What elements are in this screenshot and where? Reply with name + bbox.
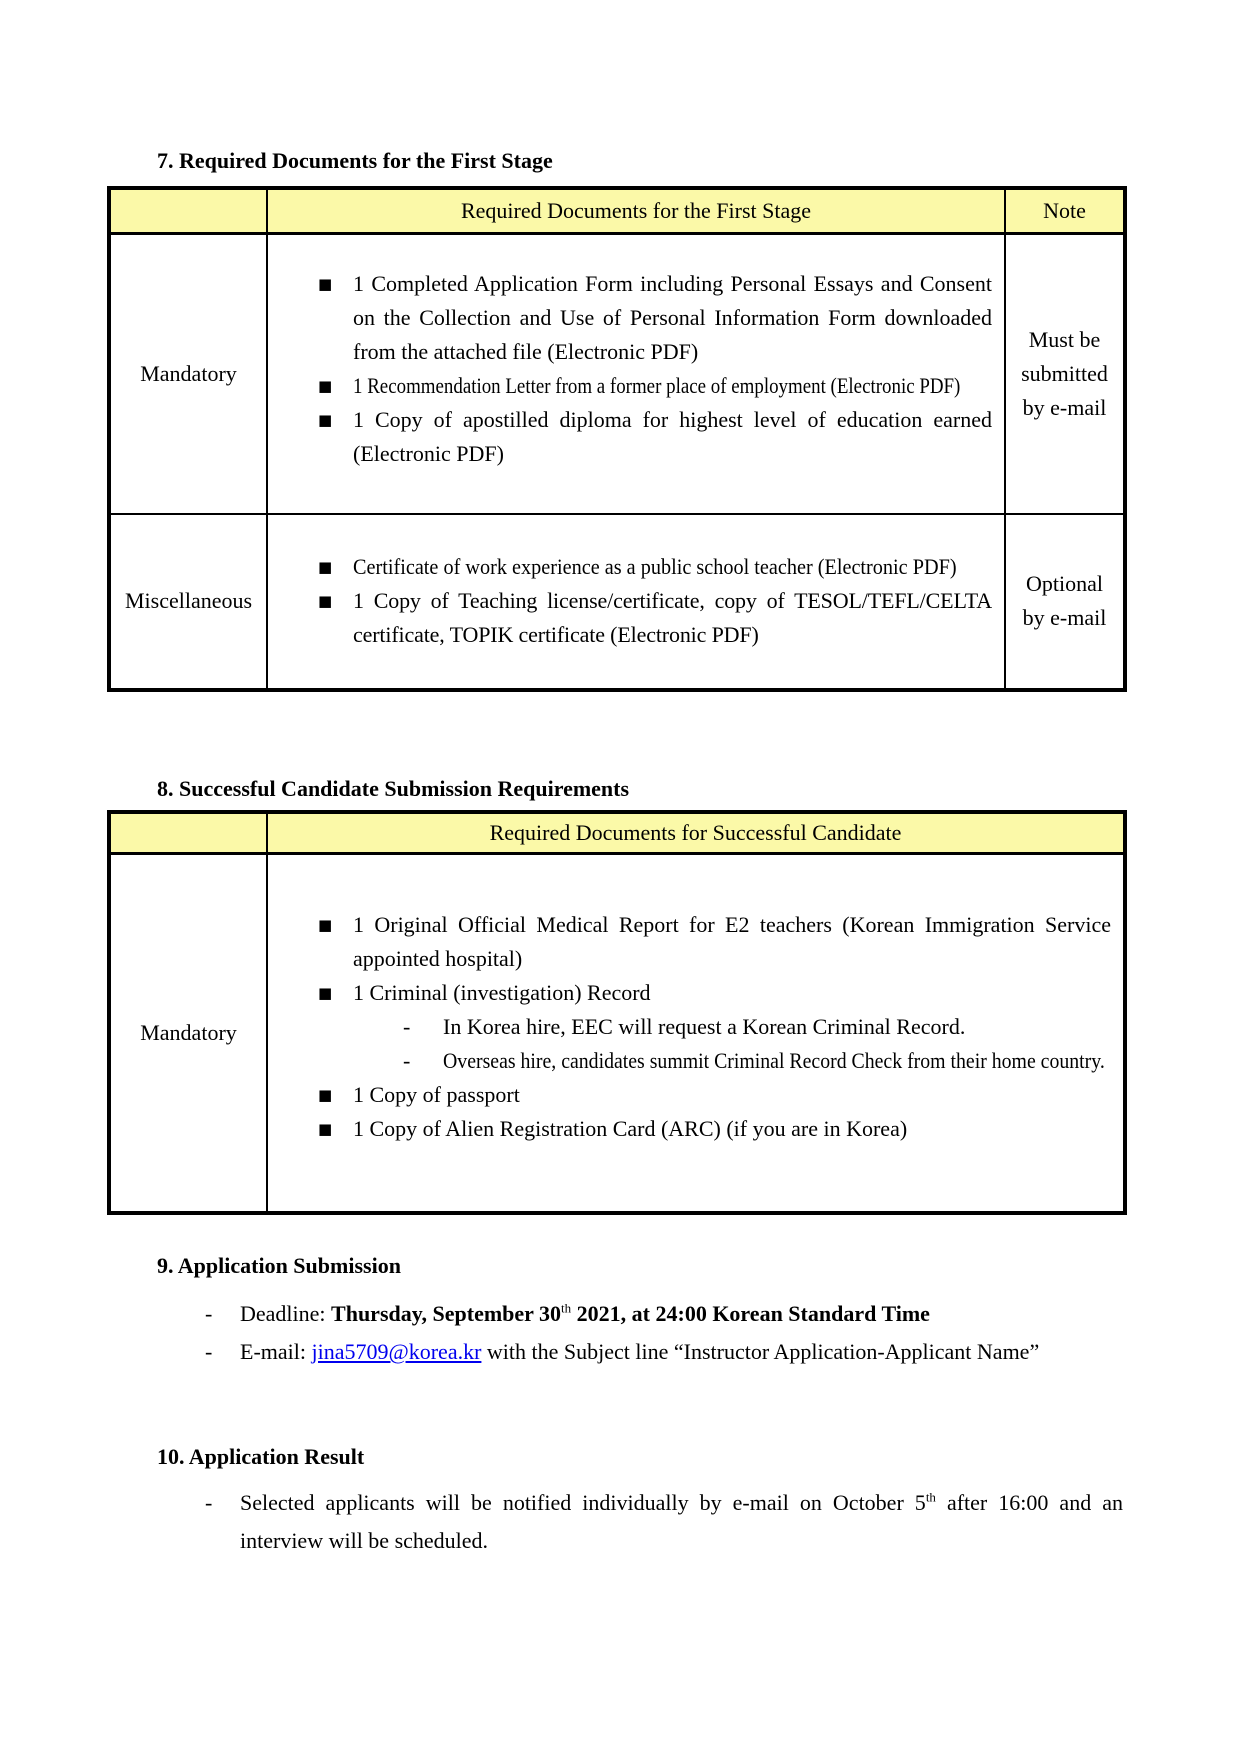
table1-header-row: [109, 188, 1125, 234]
dash-bullet-icon: -: [205, 1301, 213, 1326]
deadline-value: Thursday, September 30: [331, 1301, 562, 1326]
row-label-mandatory: Mandatory: [109, 853, 267, 1213]
table1-header-cell: Required Documents for the First Stage: [267, 188, 1005, 234]
list-item-text: 1 Recommendation Letter from a former place of employment (Electronic PDF): [353, 373, 961, 398]
section10-title: 10. Application Result: [157, 1444, 365, 1469]
deadline-value-rest: 2021, at 24:00 Korean Standard Time: [571, 1301, 930, 1326]
bullet-square-icon: ■: [318, 377, 333, 395]
table1-note-header-cell: Note: [1005, 188, 1125, 234]
email-text: [240, 1333, 1123, 1371]
table2-corner-cell: [109, 812, 267, 854]
bullet-square-icon: ■: [318, 558, 333, 576]
successful-candidate-items-cell: [267, 853, 1125, 1213]
bullet-square-icon: ■: [318, 1119, 333, 1138]
bullet-square-icon: ■: [318, 411, 333, 429]
list-item: [268, 584, 992, 652]
mandatory-items-list: [268, 267, 992, 471]
result-text: [240, 1484, 1123, 1560]
list-item-text: 1 Copy of passport: [353, 1081, 520, 1107]
deadline-text: [240, 1295, 1123, 1333]
email-suffix: with the Subject line “Instructor Application-Applicant Name”: [481, 1339, 1040, 1364]
bullet-square-icon: ■: [318, 1085, 333, 1104]
list-item-text: 1 Copy of Teaching license/certificate, copy of TESOL/TEFL/CELTA certificate, TOPIK certificate (Electronic PDF): [353, 588, 992, 647]
list-item: [268, 1112, 1111, 1146]
list-item-text: 1 Original Official Medical Report for E2 teachers (Korean Immigration Service appointed hospital): [353, 911, 1111, 971]
result-prefix: Selected applicants will be notified individually by e-mail on October 5: [240, 1490, 926, 1515]
application-submission-list: [107, 1295, 1123, 1371]
row-label-miscellaneous: Miscellaneous: [109, 514, 267, 690]
sub-list-item: [268, 1044, 1111, 1078]
row-label-mandatory: Mandatory: [109, 234, 267, 514]
application-result-body: [107, 1484, 1123, 1560]
result-superscript: th: [925, 1489, 936, 1505]
list-item: [268, 976, 1111, 1010]
document-content: [107, 0, 1123, 1560]
list-item: [268, 1078, 1111, 1112]
table1-row-miscellaneous: [109, 514, 1125, 690]
dash-bullet-icon: -: [205, 1339, 213, 1364]
list-item: [268, 908, 1111, 976]
deadline-label: Deadline:: [240, 1301, 332, 1326]
miscellaneous-items-cell: [267, 514, 1005, 690]
bullet-square-icon: ■: [318, 983, 333, 1002]
email-link[interactable]: jina5709@korea.kr: [311, 1339, 482, 1364]
bullet-square-icon: ■: [318, 592, 333, 610]
sub-list-item-text: In Korea hire, EEC will request a Korean Criminal Record.: [443, 1013, 966, 1039]
note-cell-miscellaneous: Optional by e-mail: [1005, 514, 1125, 690]
bullet-square-icon: ■: [318, 275, 333, 293]
email-line: [205, 1333, 1123, 1371]
successful-candidate-table: [107, 810, 1127, 1216]
deadline-superscript: th: [561, 1300, 572, 1316]
bullet-square-icon: ■: [318, 915, 333, 934]
table2-row-mandatory: [109, 853, 1125, 1213]
list-item-text: 1 Criminal (investigation) Record: [353, 979, 651, 1005]
list-item-text: 1 Completed Application Form including Personal Essays and Consent on the Collection and Use of Personal Information Form downloaded from the attached file (Electronic PDF): [353, 271, 992, 364]
table1-row-mandatory: [109, 234, 1125, 514]
required-documents-first-stage-table: [107, 186, 1127, 692]
deadline-line: [205, 1295, 1123, 1333]
list-item: [268, 403, 992, 471]
sub-list-item: [268, 1010, 1111, 1044]
note-cell-mandatory: Must be submitted by e-mail: [1005, 234, 1125, 514]
successful-candidate-items-list: [268, 908, 1111, 1146]
result-suffix: after 16:00 and an interview will be scheduled.: [240, 1490, 1123, 1553]
table2-header-row: [109, 812, 1125, 854]
email-label: E-mail:: [240, 1339, 312, 1364]
section8-title: 8. Successful Candidate Submission Requirements: [157, 775, 630, 801]
result-line: [205, 1484, 1123, 1560]
list-item-text: 1 Copy of Alien Registration Card (ARC) (if you are in Korea): [353, 1115, 908, 1141]
list-item-text: 1 Copy of apostilled diploma for highest level of education earned (Electronic PDF): [353, 407, 992, 466]
list-item: [268, 369, 992, 403]
list-item-text: Certificate of work experience as a public school teacher (Electronic PDF): [353, 554, 957, 579]
list-item: [268, 550, 992, 584]
section7-title: 7. Required Documents for the First Stage: [157, 148, 553, 173]
dash-bullet-icon: -: [403, 1013, 411, 1039]
table1-corner-cell: [109, 188, 267, 234]
sub-list-item-text: Overseas hire, candidates summit Criminal Record Check from their home country.: [443, 1047, 1105, 1073]
dash-bullet-icon: -: [403, 1047, 411, 1073]
dash-bullet-icon: -: [205, 1490, 213, 1515]
table2-header-cell: Required Documents for Successful Candidate: [267, 812, 1125, 854]
mandatory-items-cell: [267, 234, 1005, 514]
list-item: [268, 267, 992, 369]
section9-title: 9. Application Submission: [157, 1253, 401, 1278]
miscellaneous-items-list: [268, 550, 992, 652]
